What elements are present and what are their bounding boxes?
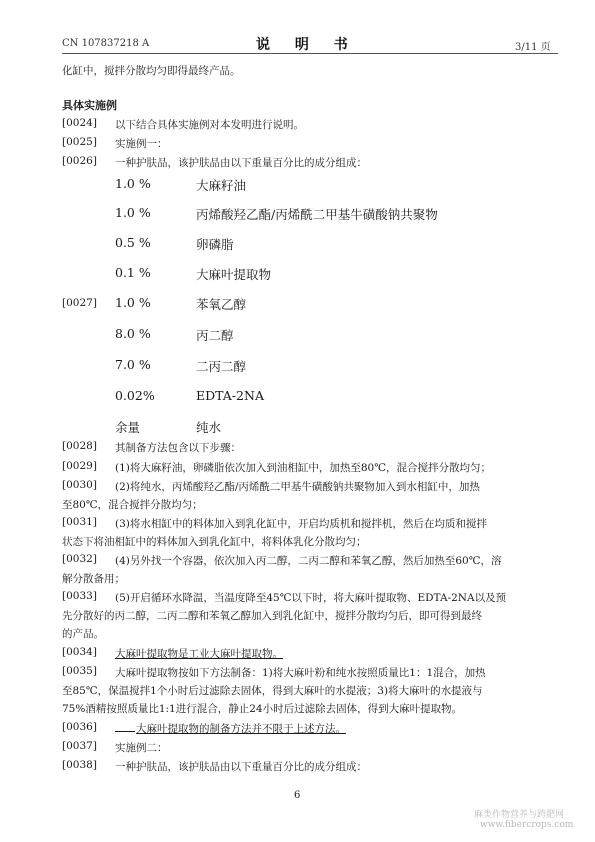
ingredient-name: 丙二醇 (196, 328, 234, 343)
para-text: 大麻叶提取物是工业大麻叶提取物。 (115, 648, 283, 660)
page-number: 6 (294, 790, 301, 801)
para-text: (4)另外找一个容器，依次加入丙二醇，二丙二醇和苯氧乙醇，然后加热至60℃，溶 (115, 555, 502, 567)
para-tag: [0025] (62, 136, 97, 148)
page-indicator: 3/11 页 (515, 42, 551, 53)
para-text: 大麻叶提取物的制备方法并不限于上述方法。 (136, 723, 346, 735)
section-heading: 具体实施例 (62, 99, 117, 112)
para-tag: [0035] (62, 665, 97, 677)
para-tag: [0037] (62, 740, 97, 752)
para-tag: [0032] (62, 553, 97, 565)
ingredient-name: 纯水 (196, 420, 222, 435)
ingredient-percent: 1.0 % (115, 295, 151, 310)
para-tag: [0029] (62, 460, 97, 472)
para-text: 的产品。 (62, 628, 104, 640)
para-text: (2)将纯水，丙烯酸羟乙酯/丙烯酰二甲基牛磺酸钠共聚物加入到水相缸中，加热 (115, 481, 480, 493)
ingredient-percent: 7.0 % (115, 357, 151, 372)
patent-number: CN 107837218 A (62, 38, 150, 49)
ingredient-percent: 0.02% (115, 388, 155, 403)
ingredient-percent: 余量 (115, 420, 141, 435)
para-text: (1)将大麻籽油，卵磷脂依次加入到油相缸中，加热至80℃，混合搅拌分散均匀； (115, 462, 491, 474)
para-text: 解分散备用； (62, 573, 125, 585)
ingredient-percent: 1.0 % (115, 205, 151, 220)
para-text: 一种护肤品，该护肤品由以下重量百分比的成分组成： (115, 157, 367, 169)
header-rule (62, 53, 558, 54)
para-tag: [0024] (62, 117, 97, 129)
ingredient-name: 卵磷脂 (196, 237, 234, 252)
para-text: (5)开启循环水降温，当温度降至45℃以下时，将大麻叶提取物、EDTA-2NA以及预 (115, 592, 507, 604)
para-tag: [0030] (62, 479, 97, 491)
para-text: 以下结合具体实施例对本发明进行说明。 (115, 119, 304, 131)
watermark-title: 麻类作物营养与跨肥网 (474, 810, 565, 820)
para-text: 先分散好的丙二醇，二丙二醇和苯氧乙醇加入到乳化缸中，搅拌分散均匀后，即可得到最终 (62, 610, 482, 622)
para-text: 75%酒精按照质量比1:1进行混合，静止24小时后过滤除去固体，得到大麻叶提取物。 (62, 703, 463, 715)
ingredient-percent: 0.5 % (115, 235, 151, 250)
ingredient-name: 二丙二醇 (196, 359, 247, 374)
para-tag: [0034] (62, 646, 97, 658)
blank-underline (115, 731, 135, 732)
watermark-url: www.fibercrops.com (480, 820, 574, 830)
para-tag: [0036] (62, 721, 97, 733)
para-text: 大麻叶提取物按如下方法制备：1)将大麻叶粉和纯水按照质量比1：1混合，加热 (115, 667, 486, 679)
para-text: (3)将水相缸中的料体加入到乳化缸中，开启均质机和搅拌机，然后在均质和搅拌 (115, 518, 487, 530)
ingredient-percent: 1.0 % (115, 176, 151, 191)
intro-line: 化缸中，搅拌分散均匀即得最终产品。 (62, 65, 241, 77)
ingredient-percent: 8.0 % (115, 326, 151, 341)
para-text: 至80℃，混合搅拌分散均匀； (62, 499, 203, 511)
para-text: 状态下将油相缸中的料体加入到乳化缸中，将料体乳化分散均匀； (62, 536, 367, 548)
para-text: 实施例二： (115, 742, 168, 754)
para-text: 至85℃，保温搅拌1个小时后过滤除去固体，得到大麻叶的水提液；3)将大麻叶的水提液与 (62, 685, 483, 697)
ingredient-percent: 0.1 % (115, 265, 151, 280)
para-tag: [0033] (62, 590, 97, 602)
ingredient-name: 苯氧乙醇 (196, 297, 247, 312)
ingredient-name: 丙烯酸羟乙酯/丙烯酰二甲基牛磺酸钠共聚物 (196, 207, 438, 222)
para-text: 一种护肤品，该护肤品由以下重量百分比的成分组成： (115, 761, 367, 773)
para-tag: [0031] (62, 516, 97, 528)
para-tag: [0026] (62, 155, 97, 167)
para-tag: [0038] (62, 759, 97, 771)
para-tag: [0027] (62, 297, 97, 309)
ingredient-name: 大麻籽油 (196, 178, 247, 193)
para-text: 实施例一： (115, 138, 168, 150)
para-text: 其制备方法包含以下步骤： (115, 442, 241, 454)
page-title: 说 明 书 (256, 37, 358, 53)
ingredient-name: EDTA-2NA (196, 388, 264, 403)
para-tag: [0028] (62, 440, 97, 452)
ingredient-name: 大麻叶提取物 (196, 267, 272, 282)
